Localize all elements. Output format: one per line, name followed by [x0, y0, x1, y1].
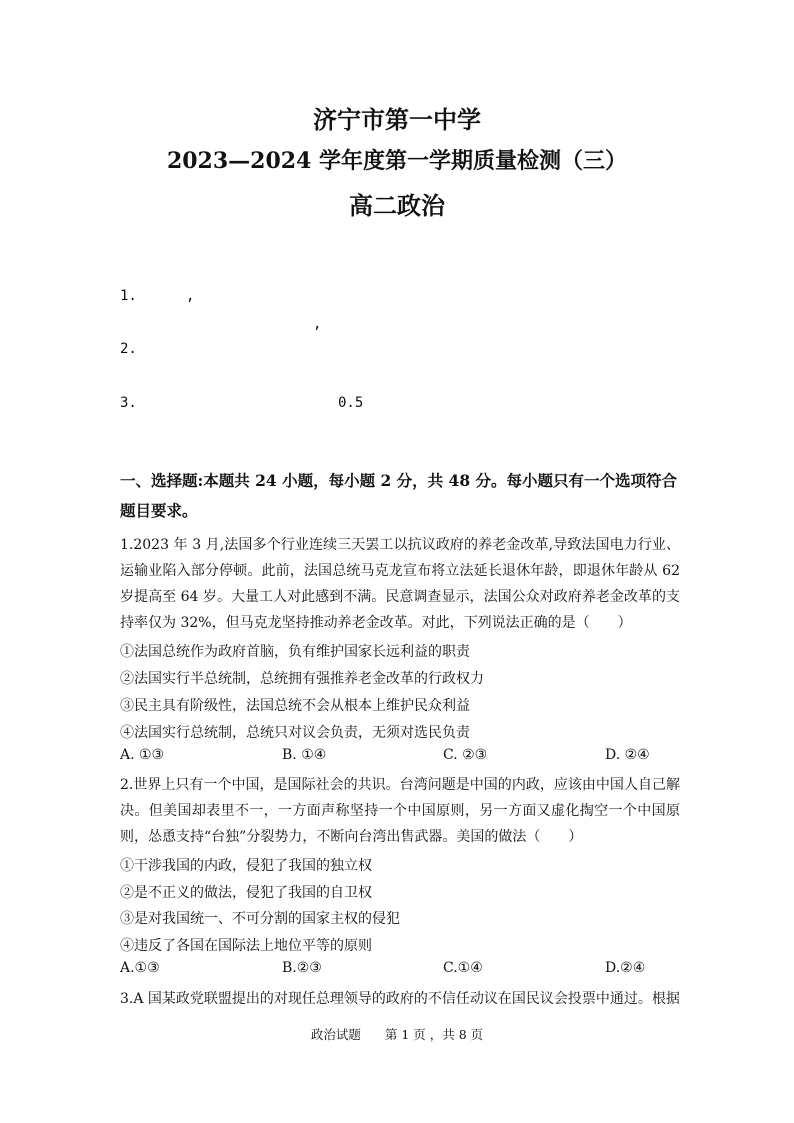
- section-heading: 一、选择题:本题共 24 小题，每小题 2 分，共 48 分。每小题只有一个选项符合题目要求。: [120, 471, 678, 520]
- question-2-choice-d: D.②④: [605, 960, 646, 976]
- question-2-choice-b: B.②③: [282, 960, 322, 976]
- note-3-number: 3.: [120, 395, 137, 411]
- question-1-choice-d: D. ②④: [605, 747, 650, 763]
- page-footer: [0, 1025, 794, 1043]
- question-2-choice-c: C.①④: [443, 960, 483, 976]
- question-3-stem: 3.A 国某政党联盟提出的对现任总理领导的政府的不信任动议在国民议会投票中通过。根据: [120, 991, 680, 1007]
- note-1-comma-2: ,: [313, 316, 322, 332]
- question-2-choice-a: A.①③: [120, 960, 160, 976]
- note-3-value: 0.5: [338, 395, 364, 411]
- question-2-option-3: ③是对我国统一、不可分割的国家主权的侵犯: [120, 911, 400, 927]
- note-1-number: 1.: [120, 288, 137, 304]
- question-1-option-2: ②法国实行半总统制，总统拥有强推养老金改革的行政权力: [120, 671, 484, 687]
- question-1-option-1: ①法国总统作为政府首脑，负有维护国家长远利益的职责: [120, 644, 470, 660]
- note-1-comma: ,: [186, 288, 195, 304]
- question-1-option-4: ④法国实行总统制，总统只对议会负责，无须对选民负责: [120, 725, 470, 741]
- subject-title: 高二政治: [349, 191, 445, 220]
- question-2-option-4: ④违反了各国在国际法上地位平等的原则: [120, 938, 372, 954]
- exam-title: 2023—2024 学年度第一学期质量检测（三）: [166, 148, 628, 174]
- school-title: 济宁市第一中学: [313, 105, 481, 134]
- question-1-choice-a: A. ①③: [120, 747, 165, 763]
- footer-page-number: 第 1 页 ，共 8 页: [384, 1027, 484, 1042]
- note-2-number: 2.: [120, 341, 137, 357]
- question-1-stem: 1.2023 年 3 月,法国多个行业连续三天罢工以抗议政府的养老金改革,导致法国电力行业、运输业陷入部分停顿。此前，法国总统马克龙宣布将立法延长退休年龄，即退休年龄从 62 岁提高至 64 岁。大量工人对此感到不满。民意调查显示，法国公众对政府养老金改革的支持率仅为 32%，但马克龙坚持推动养老金改革。对此，下列说法正确的是（ ）: [120, 537, 680, 631]
- question-1-option-3: ③民主具有阶级性，法国总统不会从根本上维护民众利益: [120, 698, 470, 714]
- footer-subject: 政治试题: [310, 1027, 361, 1042]
- question-2-option-2: ②是不正义的做法，侵犯了我国的自卫权: [120, 885, 372, 901]
- question-2-stem: 2.世界上只有一个中国，是国际社会的共识。台湾问题是中国的内政，应该由中国人自己解决。但美国却表里不一，一方面声称坚持一个中国原则，另一方面又虚化掏空一个中国原则，怂恿支持“台独”分裂势力，不断向台湾出售武器。美国的做法（ ）: [120, 777, 680, 845]
- question-1-choice-c: C. ②③: [443, 747, 488, 763]
- question-2-option-1: ①干涉我国的内政，侵犯了我国的独立权: [120, 858, 372, 874]
- question-1-choice-b: B. ①④: [282, 747, 327, 763]
